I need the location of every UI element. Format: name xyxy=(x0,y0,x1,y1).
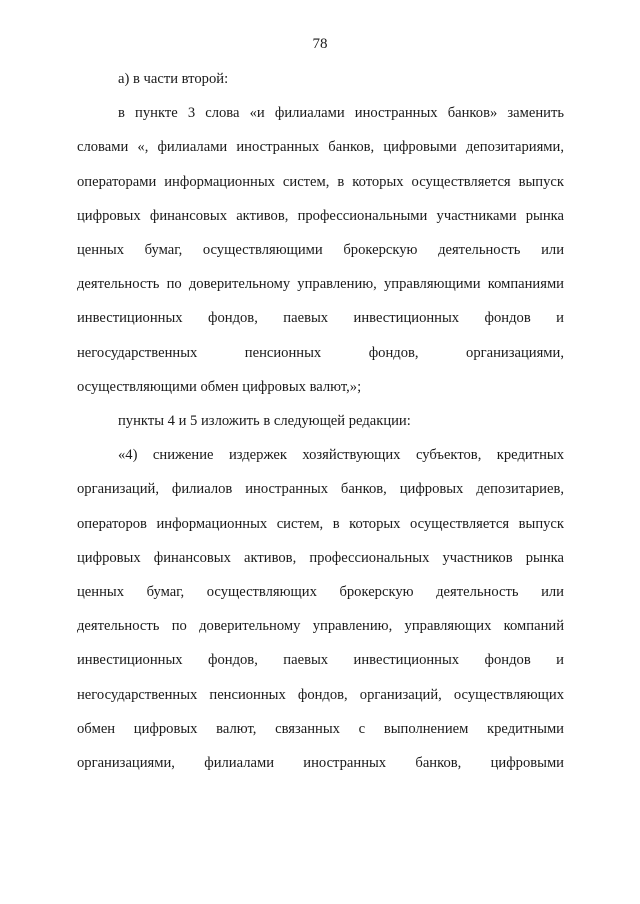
text-line: а) в части второй: xyxy=(118,71,229,87)
text-line: деятельность по доверительному управлению, управляющими компаниями xyxy=(77,276,564,293)
text-line: в пункте 3 слова «и филиалами иностранных банков» заменить xyxy=(118,105,564,122)
text-line: словами «, филиалами иностранных банков, цифровыми депозитариями, xyxy=(77,139,564,156)
text-line: осуществляющими обмен цифровых валют,»; xyxy=(77,378,362,395)
text-line: операторами информационных систем, в которых осуществляется выпуск xyxy=(77,173,564,190)
text-line: негосударственных пенсионных фондов, организаций, осуществляющих xyxy=(77,686,564,703)
text-line: организациями, филиалами иностранных банков, цифровыми xyxy=(77,755,564,772)
page-number: 78 xyxy=(312,36,328,52)
text-line: инвестиционных фондов, паевых инвестиционных фондов и xyxy=(77,310,564,327)
text-line: «4) снижение издержек хозяйствующих субъектов, кредитных xyxy=(118,447,564,464)
text-line: цифровых финансовых активов, профессиональных участников рынка xyxy=(77,549,564,566)
text-line: деятельность по доверительному управлению, управляющих компаний xyxy=(77,618,564,635)
text-line: негосударственных пенсионных фондов, организациями, xyxy=(77,344,564,361)
text-line: цифровых финансовых активов, профессиональными участниками рынка xyxy=(77,207,564,224)
text-line: операторов информационных систем, в которых осуществляется выпуск xyxy=(77,515,564,532)
text-line: пункты 4 и 5 изложить в следующей редакции: xyxy=(118,413,411,430)
text-line: инвестиционных фондов, паевых инвестиционных фондов и xyxy=(77,652,564,669)
text-line: ценных бумаг, осуществляющими брокерскую деятельность или xyxy=(77,242,564,259)
text-line: ценных бумаг, осуществляющих брокерскую деятельность или xyxy=(77,584,564,601)
document-body xyxy=(77,62,564,780)
text-line: обмен цифровых валют, связанных с выполнением кредитными xyxy=(77,720,564,737)
text-line: организаций, филиалов иностранных банков, цифровых депозитариев, xyxy=(77,481,564,498)
